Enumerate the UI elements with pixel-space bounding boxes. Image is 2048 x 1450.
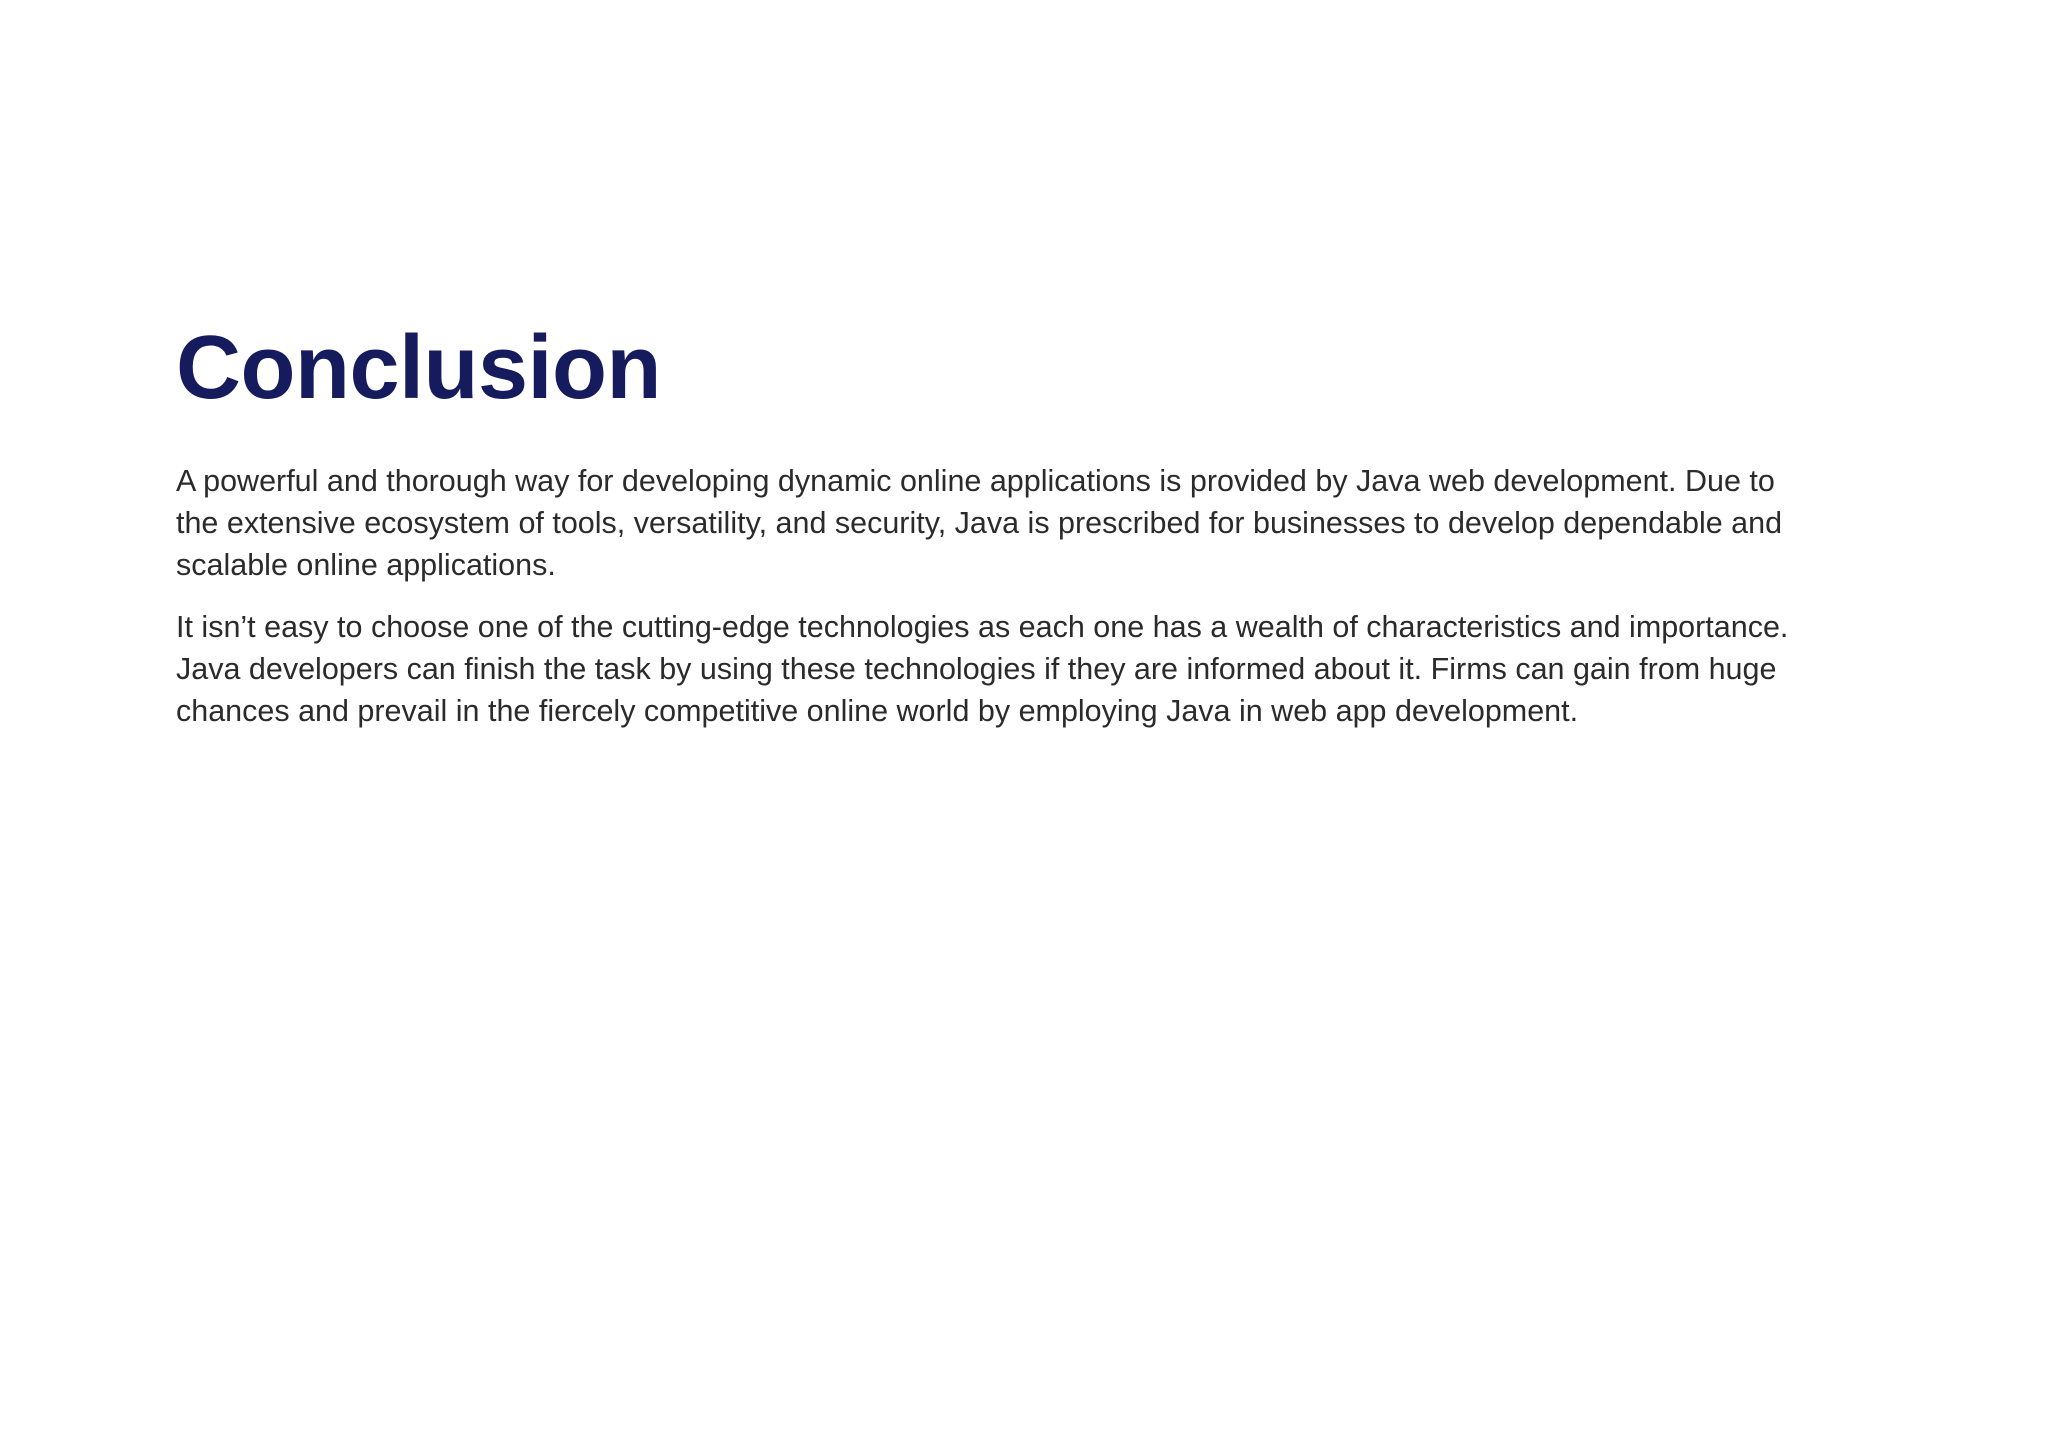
paragraph-line: chances and prevail in the fiercely competitive online world by employing Java in web app development.	[176, 694, 1579, 728]
paragraph-line: A powerful and thorough way for developing dynamic online applications is provided by Java web development. Due to	[176, 464, 1775, 498]
paragraph-java-web-development	[176, 460, 1876, 586]
paragraph-line: the extensive ecosystem of tools, versatility, and security, Java is prescribed for businesses to develop dependable and	[176, 506, 1783, 540]
paragraph-choosing-technologies	[176, 606, 1876, 732]
paragraph-line: Java developers can finish the task by using these technologies if they are informed about it. Firms can gain from huge	[176, 652, 1777, 686]
paragraph-line: It isn’t easy to choose one of the cutting-edge technologies as each one has a wealth of characteristics and importance.	[176, 610, 1789, 644]
paragraph-line: scalable online applications.	[176, 548, 556, 582]
conclusion-section	[176, 318, 1876, 732]
page-title: Conclusion	[176, 318, 661, 418]
